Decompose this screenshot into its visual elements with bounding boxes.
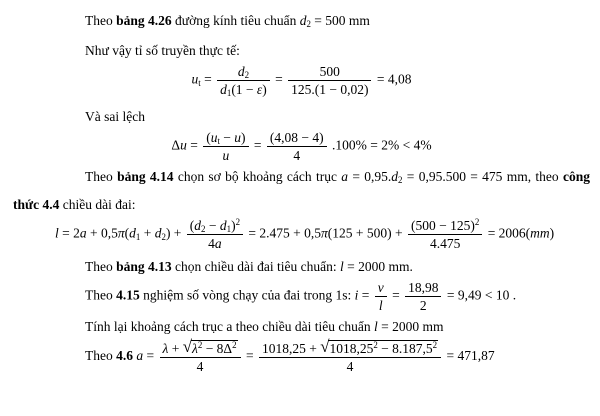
text-run: − xyxy=(219,130,235,145)
math-variable: a xyxy=(214,236,222,251)
math-variable: d xyxy=(194,218,202,233)
radical-sign-icon: √ xyxy=(182,337,192,356)
math-variable: mm xyxy=(530,225,550,241)
fraction-numerator xyxy=(288,64,371,81)
text-run: 18,98 xyxy=(408,280,439,295)
math-variable: u xyxy=(210,130,218,145)
text-run: Theo xyxy=(85,259,117,274)
text-run: = 0,95. xyxy=(348,169,392,184)
fraction-numerator xyxy=(408,218,482,235)
text-run: = 2000 mm xyxy=(377,319,444,334)
fraction xyxy=(217,64,270,97)
math-variable: u xyxy=(191,71,199,87)
text-run: = 4,08 xyxy=(373,71,412,87)
text-run: ( xyxy=(124,225,130,241)
formula-line xyxy=(13,218,590,251)
math-variable: λ xyxy=(162,341,169,356)
text-run: Δ xyxy=(171,137,181,153)
text-run: 2 xyxy=(419,298,427,313)
subscript: 2 xyxy=(306,19,311,30)
text-run: = xyxy=(250,137,265,153)
math-variable: d xyxy=(219,218,227,233)
square-root xyxy=(320,337,438,356)
fraction-numerator xyxy=(160,337,241,358)
text-run: Theo xyxy=(85,348,117,364)
math-variable: λ xyxy=(192,341,198,356)
text-line xyxy=(13,318,590,335)
text-line xyxy=(13,196,590,213)
text-run: Như vậy tỉ số truyền thực tế: xyxy=(85,43,240,58)
text-run: = xyxy=(143,348,158,364)
text-run: (125 + 500) + xyxy=(327,225,406,241)
math-variable: d xyxy=(129,225,136,241)
text-run: ) xyxy=(549,225,555,241)
text-run: 125.(1 − 0,02) xyxy=(291,82,369,97)
text-run: = xyxy=(271,71,287,87)
text-run: 4 xyxy=(346,359,354,374)
fraction-denominator xyxy=(187,235,243,251)
math-variable: ε xyxy=(256,82,263,97)
math-variable: π xyxy=(117,225,125,241)
bold-text-run: bảng 4.14 xyxy=(117,169,174,184)
math-variable: u xyxy=(222,148,230,163)
fraction xyxy=(375,280,387,313)
formula-line xyxy=(13,64,590,97)
fraction-numerator xyxy=(217,64,270,81)
subscript: t xyxy=(198,77,201,88)
text-run: .100% = 2% < 4% xyxy=(328,137,432,153)
math-variable: d xyxy=(237,64,245,79)
formula-line xyxy=(13,130,590,163)
math-variable: l xyxy=(339,259,344,274)
bold-text-run: 4.15 xyxy=(116,287,140,303)
text-line xyxy=(13,42,590,59)
text-line xyxy=(13,258,590,275)
text-run: Tính lại khoảng cách trục a theo chiều dài tiêu chuẩn xyxy=(85,319,375,334)
text-run: chiều dài đai: xyxy=(59,197,136,212)
fraction xyxy=(187,218,243,251)
text-run: + xyxy=(168,341,183,356)
text-run: + 0,5 xyxy=(86,225,118,241)
text-run: + xyxy=(140,225,155,241)
fraction-numerator xyxy=(259,337,441,358)
text-run: ) xyxy=(262,82,267,97)
math-variable: d xyxy=(154,225,162,241)
superscript: 2 xyxy=(232,340,237,351)
text-run: chọn sơ bộ khoảng cách trục xyxy=(173,169,342,184)
text-run: ) xyxy=(231,218,236,233)
fraction-denominator xyxy=(160,358,241,374)
fraction-denominator xyxy=(288,81,371,97)
text-run: nghiệm số vòng chạy của đai trong 1s: xyxy=(139,287,355,303)
square-root xyxy=(182,337,238,356)
text-run: 4 xyxy=(208,236,215,251)
fraction-denominator xyxy=(408,235,482,251)
bold-text-run: công xyxy=(562,169,590,184)
text-line xyxy=(13,280,590,313)
text-run: = 471,87 xyxy=(443,348,495,364)
fraction xyxy=(160,337,241,374)
fraction-denominator xyxy=(217,81,270,97)
superscript: 2 xyxy=(197,340,203,351)
text-run: (500 − 125) xyxy=(411,218,475,233)
text-run: 1018,25 xyxy=(329,341,374,356)
math-variable: l xyxy=(374,319,378,334)
bold-text-run: 4.6 xyxy=(116,348,133,364)
text-run: = 500 mm xyxy=(310,13,370,28)
fraction-denominator xyxy=(405,297,441,313)
fraction-numerator xyxy=(267,130,327,147)
text-run: − 8Δ xyxy=(202,341,233,356)
superscript: 2 xyxy=(474,217,480,228)
superscript: 2 xyxy=(235,217,241,228)
radicand xyxy=(328,340,438,356)
text-run: ( xyxy=(189,218,195,233)
math-variable: u xyxy=(180,137,187,153)
math-variable: π xyxy=(321,225,328,241)
math-variable: l xyxy=(55,225,59,241)
fraction-denominator xyxy=(259,358,441,374)
text-line xyxy=(13,337,590,374)
text-run: − xyxy=(205,218,220,233)
fraction-numerator xyxy=(187,218,243,235)
text-run: = xyxy=(242,348,257,364)
text-run: 500 xyxy=(319,64,340,79)
math-variable: a xyxy=(79,225,87,241)
bold-text-run: bảng 4.26 xyxy=(116,13,172,28)
subscript: t xyxy=(217,136,220,147)
fraction xyxy=(203,130,248,163)
text-run: (4,08 − 4) xyxy=(269,130,324,145)
superscript: 2 xyxy=(373,340,378,351)
text-run: ( xyxy=(206,130,211,145)
fraction xyxy=(408,218,482,251)
text-run: Theo xyxy=(85,13,117,28)
subscript: 1 xyxy=(226,88,232,99)
subscript: 2 xyxy=(201,224,206,235)
fraction-denominator xyxy=(203,147,248,163)
fraction xyxy=(267,130,327,163)
text-run: Theo xyxy=(85,169,118,184)
text-run: 4 xyxy=(196,359,204,374)
text-run: − 8.187,5 xyxy=(377,341,433,356)
text-run: = 2.475 + 0,5 xyxy=(245,225,322,241)
superscript: 2 xyxy=(432,340,438,351)
text-run: chọn chiều dài đai tiêu chuẩn: xyxy=(171,259,340,274)
text-run: (1 − xyxy=(231,82,257,97)
bold-text-run: thức 4.4 xyxy=(13,197,60,212)
subscript: 2 xyxy=(244,70,250,81)
math-variable: l xyxy=(378,298,383,313)
math-variable: d xyxy=(391,169,399,184)
text-run: ) + xyxy=(165,225,185,241)
text-run: 4.475 xyxy=(429,236,461,251)
fraction xyxy=(288,64,371,97)
fraction xyxy=(405,280,441,313)
fraction-denominator xyxy=(267,147,327,163)
text-line xyxy=(13,12,590,29)
math-variable: a xyxy=(341,169,349,184)
text-run: = 2000 mm. xyxy=(343,259,413,274)
text-run: Theo xyxy=(85,287,117,303)
subscript: 2 xyxy=(161,231,166,242)
text-run: = 9,49 < 10 . xyxy=(443,287,517,303)
text-line xyxy=(13,168,590,185)
math-variable: i xyxy=(354,287,359,303)
fraction-numerator xyxy=(405,280,441,297)
text-run: 1018,25 + xyxy=(261,341,321,356)
text-run: = 2006( xyxy=(484,225,531,241)
text-run: 4 xyxy=(293,148,301,163)
fraction-numerator xyxy=(375,280,387,297)
fraction-denominator xyxy=(375,297,387,313)
subscript: 1 xyxy=(226,224,232,235)
fraction xyxy=(259,337,441,374)
text-line xyxy=(13,108,590,125)
text-run: = xyxy=(186,137,202,153)
math-variable: u xyxy=(234,130,242,145)
text-run: = xyxy=(388,287,404,303)
math-variable: v xyxy=(377,280,384,295)
math-variable: d xyxy=(299,13,307,28)
text-run: đường kính tiêu chuẩn xyxy=(171,13,300,28)
math-variable: a xyxy=(136,348,144,364)
text-run: = 2 xyxy=(58,225,80,241)
text-run: = 0,95.500 = 475 mm, theo xyxy=(402,169,563,184)
fraction-numerator xyxy=(203,130,248,147)
math-variable: d xyxy=(220,82,227,97)
subscript: 1 xyxy=(135,231,141,242)
bold-text-run: bảng 4.13 xyxy=(116,259,172,274)
text-run: = xyxy=(358,287,373,303)
text-run: Và sai lệch xyxy=(85,109,145,124)
radical-sign-icon: √ xyxy=(320,337,330,356)
text-run: ) xyxy=(241,130,246,145)
subscript: 2 xyxy=(398,175,403,186)
radicand xyxy=(191,340,238,356)
text-run: = xyxy=(200,71,216,87)
